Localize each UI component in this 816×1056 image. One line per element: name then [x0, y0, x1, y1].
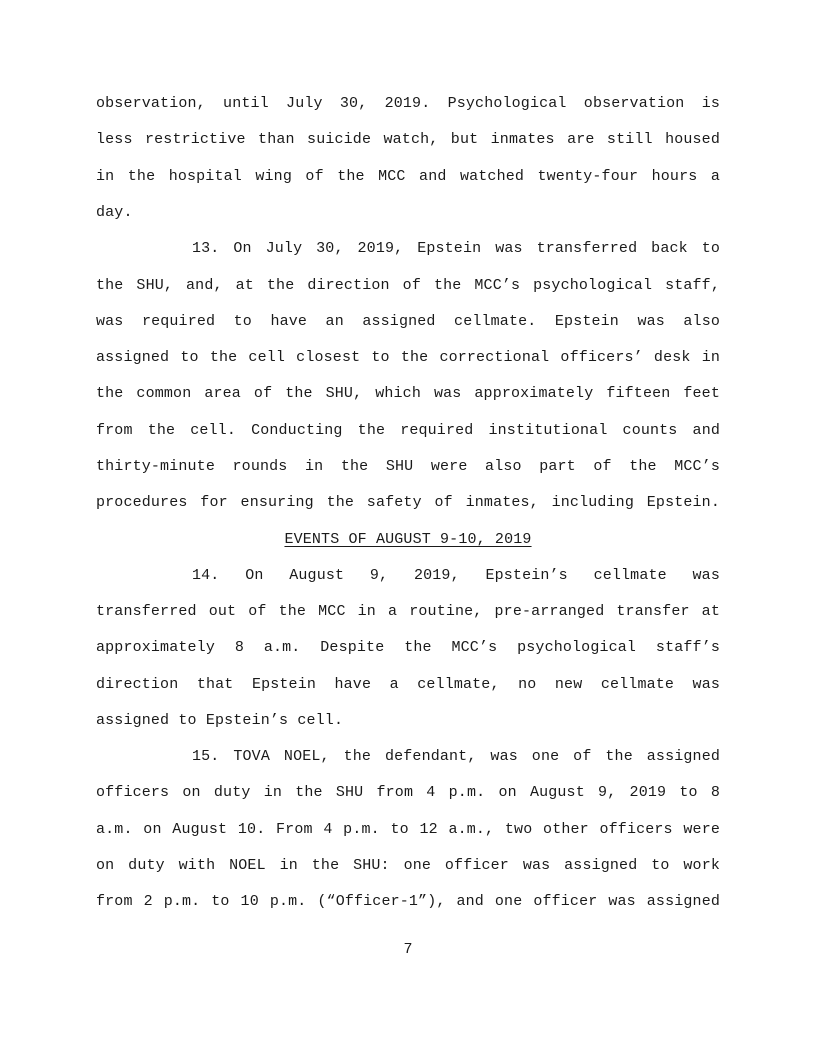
text-line: in the hospital wing of the MCC and watched twenty-four hours a — [96, 168, 720, 185]
text-line: officers on duty in the SHU from 4 p.m. on August 9, 2019 to 8 — [96, 784, 720, 801]
text-line: from 2 p.m. to 10 p.m. (“Officer-1”), and one officer was assigned — [96, 893, 720, 910]
text-line: transferred out of the MCC in a routine, pre-arranged transfer at — [96, 603, 720, 620]
paragraph-13-start: 13. On July 30, 2019, Epstein was transferred back to — [192, 240, 720, 257]
text-line: the common area of the SHU, which was approximately fifteen feet — [96, 385, 720, 402]
text-line: assigned to the cell closest to the correctional officers’ desk in — [96, 349, 720, 366]
page-number: 7 — [403, 941, 413, 958]
text-line: from the cell. Conducting the required institutional counts and — [96, 422, 720, 439]
text-line: thirty-minute rounds in the SHU were also part of the MCC’s — [96, 458, 720, 475]
text-line: less restrictive than suicide watch, but inmates are still housed — [96, 131, 720, 148]
text-line: day. — [96, 204, 133, 221]
text-line: assigned to Epstein’s cell. — [96, 712, 344, 729]
section-heading — [0, 530, 816, 550]
paragraph-15-start: 15. TOVA NOEL, the defendant, was one of the assigned — [192, 748, 720, 765]
text-line: a.m. on August 10. From 4 p.m. to 12 a.m., two other officers were — [96, 821, 720, 838]
text-line: on duty with NOEL in the SHU: one officer was assigned to work — [96, 857, 720, 874]
text-line: was required to have an assigned cellmate. Epstein was also — [96, 313, 720, 330]
text-line: approximately 8 a.m. Despite the MCC’s psychological staff’s — [96, 639, 720, 656]
text-line: the SHU, and, at the direction of the MCC’s psychological staff, — [96, 277, 720, 294]
paragraph-14-start: 14. On August 9, 2019, Epstein’s cellmate was — [192, 567, 720, 584]
text-line: procedures for ensuring the safety of inmates, including Epstein. — [96, 494, 720, 511]
text-line: direction that Epstein have a cellmate, no new cellmate was — [96, 676, 720, 693]
section-heading-text: EVENTS OF AUGUST 9-10, 2019 — [284, 531, 532, 548]
text-line: observation, until July 30, 2019. Psychological observation is — [96, 95, 720, 112]
